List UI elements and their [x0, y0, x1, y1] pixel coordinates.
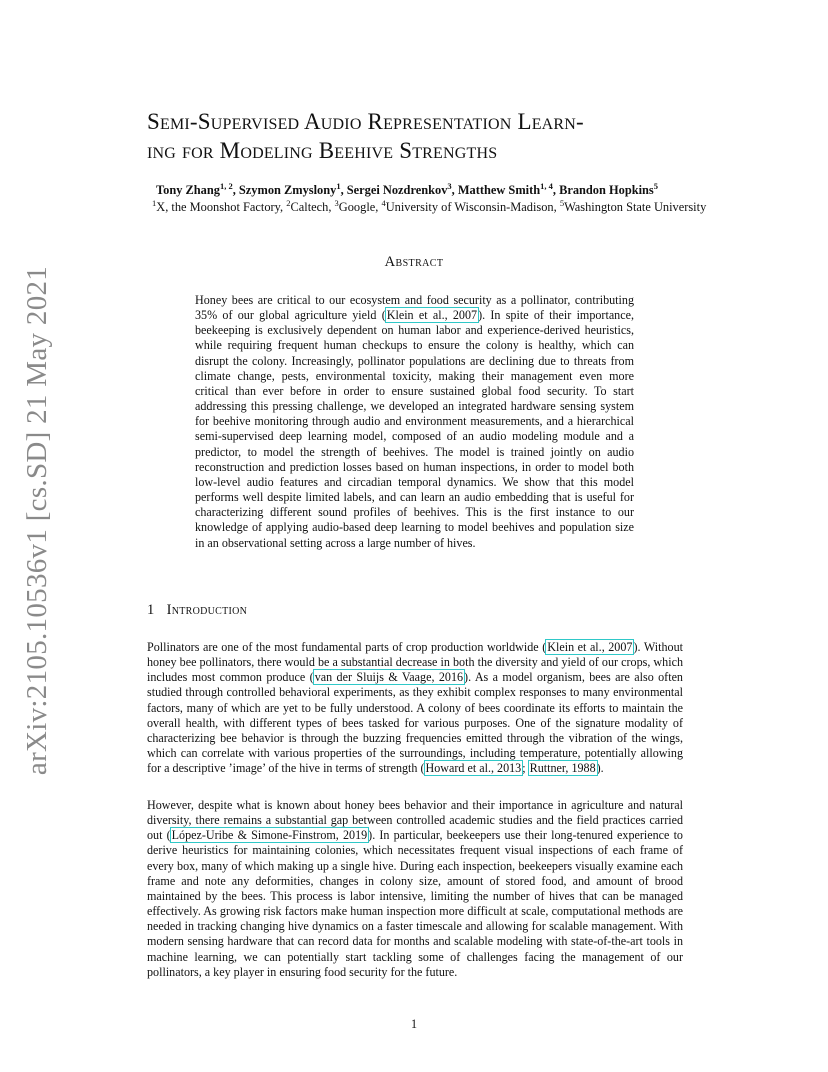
abstract-text-segment: Honey bees are critical to our ecosystem and food security as a pollinator, contributing 35% of our global agriculture yield ( — [195, 293, 634, 323]
affil-mark: 5 — [559, 197, 565, 208]
abstract-text-segment: ). In spite of their importance, beekeeping is exclusively dependent on human labor and experience-derived heuristics, while requiring frequent human checkups to ensure the colony is healthy, which can disrupt the colony. Increasingly, pollinator populations are declining due to threats from climate change, pests, environmental toxicity, making their management even more critical than ever before in order to ensure sustained global food security. To start addressing this pressing challenge, we developed an integrated hardware sensing system for beehive monitoring through audio and environment measurements, and a hierarchical semi-supervised deep learning model, composed of an audio modeling module and a predictor, to model the strength of beehives. The model is trained jointly on audio reconstruction and prediction losses based on human inspections, in order to model both low-level audio features and circadian temporal dynamics. We show that this model performs well despite limited labels, and can learn an audio embedding that is useful for characterizing different sound profiles of beehives. This is the first instance to our knowledge of applying audio-based deep learning to model beehives and population size in an observational setting across a large number of hives. — [195, 308, 634, 550]
author-name: Sergei Nozdrenkov — [346, 183, 448, 197]
affiliation: X, the Moonshot Factory — [156, 200, 281, 214]
citation-link[interactable]: Klein et al., 2007 — [386, 308, 478, 323]
arxiv-identifier-text: arXiv:2105.10536v1 [cs.SD] 21 May 2021 — [21, 265, 54, 775]
paper-title — [147, 107, 747, 165]
author-name: Matthew Smith — [457, 183, 541, 197]
author-affil-mark: 3 — [447, 180, 452, 191]
body-text-segment: However, despite what is known about honey bees behavior and their importance in agriculture and natural diversity, there remains a substantial gap between controlled academic studies and the field practices carried out ( — [147, 798, 683, 843]
author-affil-mark: 1, 4 — [540, 180, 553, 191]
affiliation: University of Wisconsin-Madison — [385, 200, 554, 214]
citation-link[interactable]: van der Sluijs & Vaage, 2016 — [314, 670, 464, 685]
abstract-heading: Abstract — [384, 254, 444, 270]
citation-link[interactable]: Howard et al., 2013 — [425, 761, 522, 776]
body-text-segment: ). Without honey bee pollinators, there would be a substantial decrease in both the diversity and yield of our crops, which includes most common produce ( — [147, 640, 683, 685]
author-name: Szymon Zmyslony — [238, 183, 337, 197]
section-title: Introduction — [166, 602, 248, 618]
body-text-segment: ). In particular, beekeepers use their long-tenured experience to derive heuristics for maintaining colonies, which necessitates frequent visual inspections of each frame of every box, many of which making up a single hive. During each inspection, beekeepers visually examine each frame and note any deformities, changes in colony size, amount of stored food, and amount of brood maintained by the bees. This process is labor intensive, limiting the number of hives that can be managed effectively. As growing risk factors make human inspection more difficult at scale, computational methods are needed in tracking changing hive dynamics on a faster timescale and allowing for scalable management. With modern sensing hardware that can record data for months and scalable modeling with state-of-the-art tools in machine learning, we can potentially start tackling some of challenges facing the management of our pollinators, a key player in ensuring food security for the future. — [147, 828, 683, 979]
affil-mark: 1 — [152, 197, 157, 208]
body-text-segment: ). — [596, 761, 604, 776]
affil-mark: 3 — [334, 197, 339, 208]
citation-link[interactable]: Ruttner, 1988 — [529, 761, 596, 776]
author-list: Tony Zhang$^{1, 2}$, Szymon Zmyslony$^1$, Sergei Nozdrenkov$^3$, Matthew Smith$^{1, 4}$, Brandon Hopkins$^5$ — [156, 180, 659, 197]
abstract-text — [195, 293, 634, 551]
section-heading — [147, 602, 247, 619]
arxiv-identifier — [18, 265, 58, 775]
author-affil-mark: 5 — [653, 180, 659, 191]
author-name: Tony Zhang — [156, 183, 220, 197]
intro-paragraph — [147, 798, 683, 980]
affiliation-list: $^1$X, the Moonshot Factory, $^2$Caltech, $^3$Google, $^4$University of Wisconsin-Madison, $^5$Washington State University — [152, 197, 707, 214]
affil-mark: 4 — [381, 197, 386, 208]
affil-mark: 2 — [286, 197, 291, 208]
author-affil-mark: 1, 2 — [219, 180, 233, 191]
affiliation: Caltech — [290, 200, 329, 214]
citation-link[interactable]: Klein et al., 2007 — [547, 640, 633, 654]
affiliation: Google — [338, 200, 376, 214]
citation-separator: ; — [522, 761, 529, 776]
body-text-segment: ). As a model organism, bees are also often studied through controlled behavioral experiments, as they exhibit complex responses to many environmental factors, many of which are yet to be fully understood. A colony of bees coordinate its efforts to maintain the overall health, with different types of bees tasked for various purposes. One of the signature modality of characterizing bee behavior is through the buzzing frequencies emitted through the vibration of the wings, which can correlate with various properties of the surroundings, including temperature, potentially allowing for a descriptive ’image’ of the hive in terms of strength ( — [147, 670, 683, 776]
affiliation: Washington State University — [564, 200, 707, 214]
title-line-2: ing for Modeling Beehive Strengths — [147, 138, 498, 163]
section-number: 1 — [147, 602, 155, 618]
author-affil-mark: 1 — [336, 180, 341, 191]
citation-link[interactable]: López-Uribe & Simone-Finstrom, 2019 — [171, 828, 368, 843]
title-line-1: Semi-Supervised Audio Representation Learn- — [147, 109, 584, 134]
author-name: Brandon Hopkins — [559, 183, 654, 197]
intro-paragraph — [147, 640, 683, 776]
body-text-segment: Pollinators are one of the most fundamental parts of crop production worldwide ( — [147, 640, 547, 654]
page-number: 1 — [410, 1017, 418, 1031]
